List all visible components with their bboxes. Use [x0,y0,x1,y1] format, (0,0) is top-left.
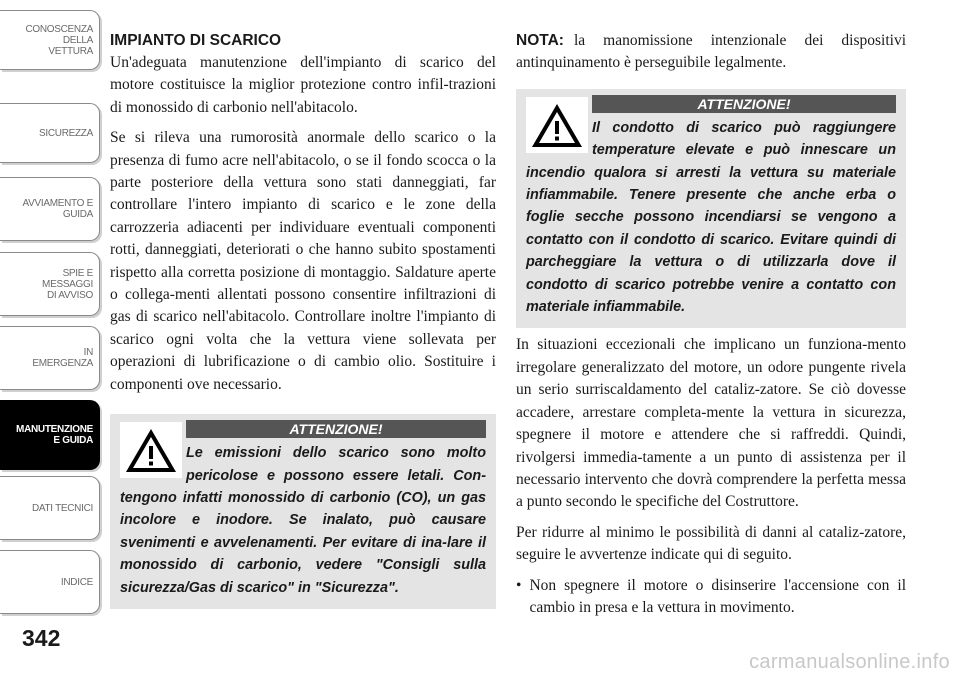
warning-text: Le emissioni dello scarico sono molto pericolose e possono essere letali. Con-tengono infatti monossido di carbonio (CO), un gas incolore e inodore. Se inalato, può causare svenimenti e avvelenamenti. Per evitare di ina-lare il monossido di carbonio, vedere "Consigli sulla sicurezza/Gas di scarico" in "Sicurezza". [120,445,486,596]
watermark: carmanualsonline.info [749,651,950,673]
tab-spie-e-messaggi[interactable]: SPIE E MESSAGGI DI AVVISO [0,252,100,316]
tab-indice[interactable]: INDICE [0,550,100,614]
left-column [110,30,496,609]
paragraph-catalyst: In situazioni eccezionali che implicano un funziona-mento irregolare generalizzato del motore, un odore pungente rivela un serio surriscaldamento del cataliz-zatore. Se ciò dovesse accadere, arrestare completa-mente la vettura in sicurezza, spegnere il motore e attendere che si raffreddi. Quindi, rivolgersi immedia-tamente a un punto di assistenza per il necessario intervento che dovrà comprendere la perfetta messa a punto secondo le specifiche del Costruttore. [516,336,906,511]
tab-manutenzione-e-guida[interactable]: MANUTENZIONE E GUIDA [0,400,100,470]
tab-avviamento-e-guida[interactable]: AVVIAMENTO E GUIDA [0,177,100,241]
warning-title: ATTENZIONE! [592,95,896,113]
tab-in-emergenza[interactable]: IN EMERGENZA [0,326,100,390]
tab-sicurezza[interactable]: SICUREZZA [0,103,100,163]
tab-dati-tecnici[interactable]: DATI TECNICI [0,476,100,540]
tab-conoscenza-della-vettura[interactable]: CONOSCENZA DELLA VETTURA [0,10,100,70]
warning-text: Il condotto di scarico può raggiungere temperature elevate e può innescare un incendio qualora si arresti la vettura su materiale infiammabile. Tenere presente che anche erba o foglie secche possono incendiarsi se vengono a contatto con il condotto di scarico. Evitare quindi di parcheggiare la vettura o di utilizzarla dove il condotto di scarico potrebbe venire a contatto con materiale infiammabile. [526,119,896,316]
right-column [516,30,906,619]
warning-box-exhaust-heat [516,89,906,329]
bullet-text: Non spegnere il motore o disinserire l'accensione con il cambio in presa e la vettura in movimento. [529,576,906,616]
warning-triangle-icon [120,422,182,478]
paragraph-maintenance: Un'adeguata manutenzione dell'impianto di scarico del motore costituisce la miglior protezione contro infil-trazioni di monossido di carbonio nell'abitacolo. [110,54,496,116]
warning-title: ATTENZIONE! [186,420,486,438]
nota-paragraph [516,30,906,75]
warning-triangle-icon [526,97,588,153]
list-item [516,575,906,620]
bullet-icon: • [516,576,522,594]
page-number: 342 [22,625,61,651]
section-heading: IMPIANTO DI SCARICO [110,32,282,49]
nota-text: la manomissione intenzionale dei dispositivi antinquinamento è perseguibile legalmente. [516,32,906,72]
warning-box-emissions [110,414,496,609]
paragraph-catalyst-damage: Per ridurre al minimo le possibilità di danni al cataliz-zatore, seguire le avvertenze indicate qui di seguito. [516,523,906,564]
nota-label: NOTA: [516,32,564,49]
paragraph-inspection: Se si rileva una rumorosità anormale dello scarico o la presenza di fumo acre nell'abitacolo, o se il fondo scocca o la parte posteriore della vettura sono stati danneggiati, far controllare l'intero impianto di scarico e le zone della carrozzeria adiacenti per individuare eventuali componenti rotti, danneggiati, deteriorati o che hanno subito spostamenti rispetto alla corretta posizione di montaggio. Saldature aperte o collega-menti allentati possono consentire infiltrazioni di gas di scarico nell'abitacolo. Controllare inoltre l'impianto di scarico ogni volta che la vettura viene sollevata per operazioni di lubrificazione o di cambio olio. Sostituire i componenti ove necessario. [110,129,496,393]
